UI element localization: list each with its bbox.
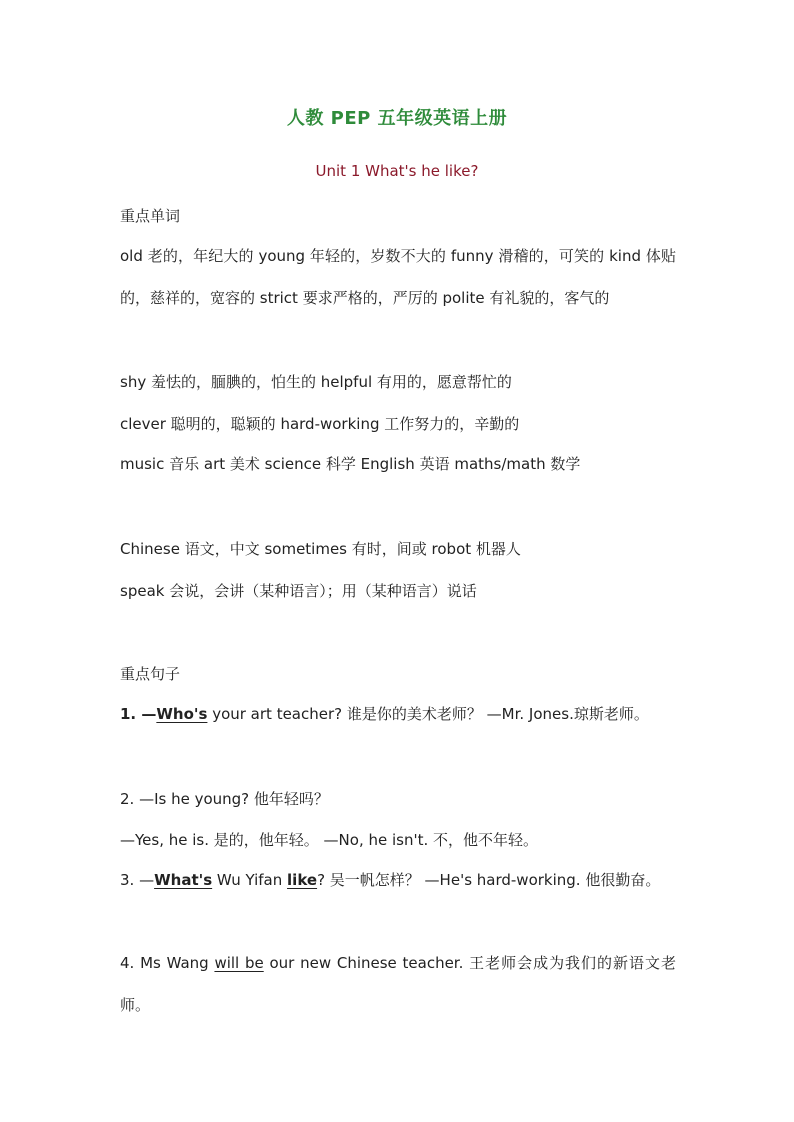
vocabulary-line-clever: clever 聪明的，聪颖的 hard-working 工作努力的，辛勤的 — [120, 415, 520, 433]
vocabulary-heading: 重点单词 — [120, 207, 181, 225]
sentence-4-rest: our new Chinese teacher. 王老师会成为我们的新语文老师。 — [120, 954, 676, 1014]
document-title: 人教 PEP 五年级英语上册 — [286, 108, 508, 129]
vocabulary-paragraph-subjects: music 音乐 art 美术 science 科学 English 英语 maths/math 数学 — [120, 455, 581, 473]
vocabulary-line-chinese: Chinese 语文，中文 sometimes 有时，间或 robot 机器人 — [120, 540, 521, 558]
sentences-heading: 重点句子 — [120, 665, 181, 683]
vocabulary-line-speak: speak 会说，会讲（某种语言）；用（某种语言）说话 — [120, 582, 477, 600]
sentence-3-rest: ? 吴一帆怎样？ —He's hard-working. 他很勤奋。 — [317, 871, 661, 889]
sentence-2-question: 2. —Is he young? 他年轻吗？ — [120, 790, 329, 808]
sentence-1 — [120, 694, 676, 736]
sentence-4-prefix: 4. Ms Wang — [120, 954, 215, 972]
sentence-3-key-phrase-2: like — [287, 871, 318, 889]
sentence-3 — [120, 860, 676, 902]
sentence-1-rest: your art teacher? 谁是你的美术老师？ —Mr. Jones.琼斯老师。 — [207, 705, 649, 723]
sentence-1-prefix: 1. — — [120, 705, 157, 723]
vocabulary-line-shy: shy 羞怯的，腼腆的，怕生的 helpful 有用的，愿意帮忙的 — [120, 373, 512, 391]
vocabulary-paragraph-1: old 老的，年纪大的 young 年轻的，岁数不大的 funny 滑稽的，可笑的 kind 体贴的，慈祥的，宽容的 strict 要求严格的，严厉的 polite 有礼貌的，客气的 — [120, 247, 676, 307]
sentence-3-prefix: 3. — — [120, 871, 155, 889]
sentence-4 — [120, 943, 676, 1026]
unit-title: Unit 1 What's he like? — [315, 162, 479, 180]
sentence-2-answer: —Yes, he is. 是的，他年轻。 —No, he isn't. 不，他不年轻。 — [120, 831, 539, 849]
sentence-1-key-phrase: Who's — [156, 705, 208, 723]
sentence-4-key-phrase: will be — [214, 954, 264, 972]
sentence-3-middle: Wu Yifan — [212, 871, 288, 889]
sentence-3-key-phrase-1: What's — [154, 871, 213, 889]
